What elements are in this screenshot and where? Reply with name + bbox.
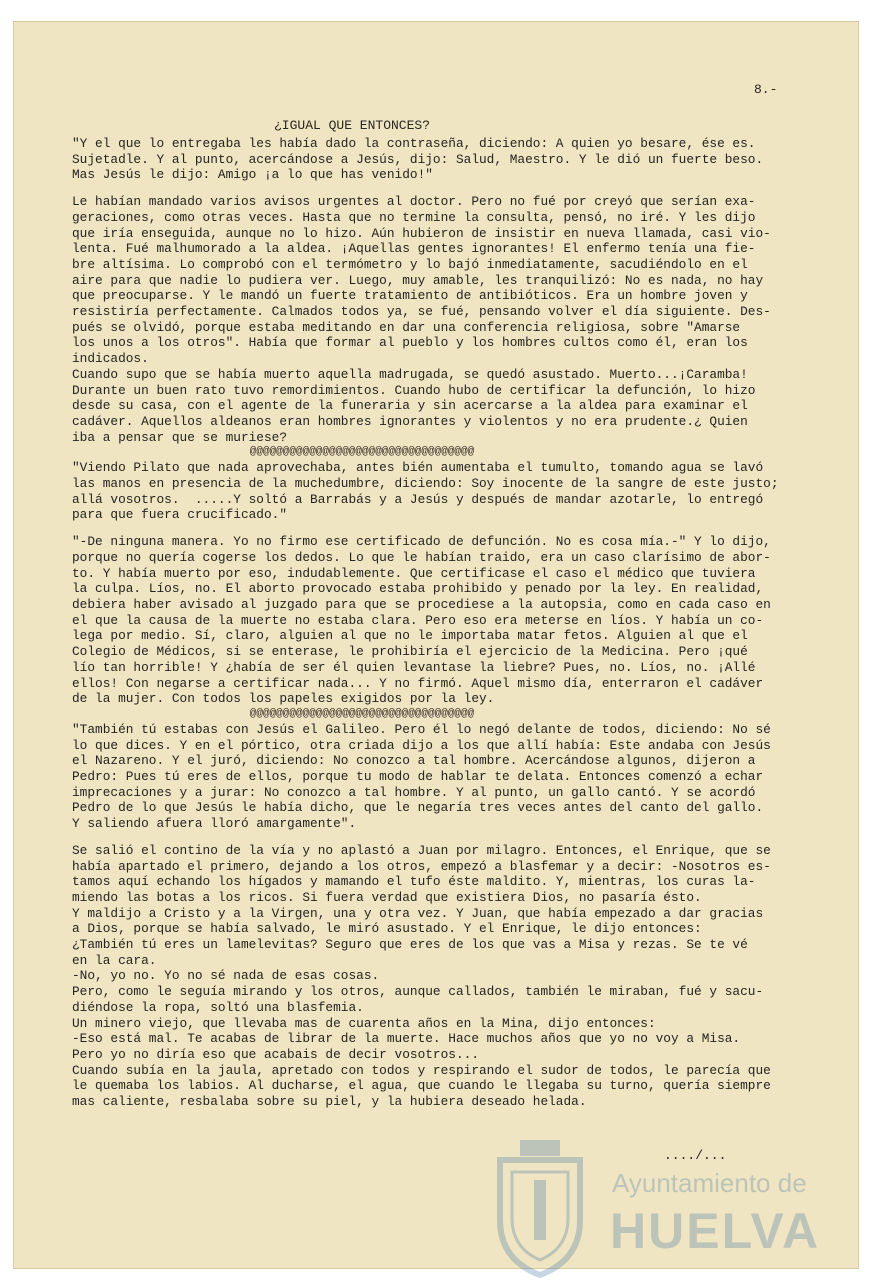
document-body	[72, 136, 792, 1110]
coat-of-arms-icon	[490, 1140, 590, 1280]
continuation-mark: ..../...	[664, 1148, 727, 1163]
document-title: ¿IGUAL QUE ENTONCES?	[273, 118, 431, 133]
quote-pilate: "Viendo Pilato que nada aprovechaba, antes bién aumentaba el tumulto, tomando agua se lavó las manos en presencia de la muchedumbre, diciendo: Soy inocente de la sangre de este justo; allá vosotros. .....Y soltó a Barrabás y a Jesús y después de mandar azotarle, lo entregó para que fuera crucificado."	[72, 460, 779, 523]
watermark-line2: HUELVA	[610, 1203, 821, 1259]
ornament-divider: @@@@@@@@@@@@@@@@@@@@@@@@@@@@@@@@@@	[249, 446, 475, 459]
quote-peter: "También tú estabas con Jesús el Galileo. Pero él lo negó delante de todos, diciendo: No sé lo que dices. Y en el pórtico, otra criada dijo a los que allí había: Este andaba con Jesús el Nazareno. Y el juró, diciendo: No conozco a tal hombre. Acercándose algunos, dijeron a Pedro: Pues tú eres de ellos, porque tu modo de hablar te delata. Entonces comenzó a echar imprecaciones y a jurar: No conozco a tal hombre. Y al punto, un gallo cantó. Y se acordó Pedro de lo que Jesús le había dicho, que le negaría tres veces antes del canto del gallo. Y saliendo afuera lloró amargamente".	[72, 721, 771, 832]
paragraph-death: Cuando supo que se había muerto aquella madrugada, se quedó asustado. Muerto...¡Caramba! Durante un buen rato tuvo remordimientos. Cuando hubo de certificar la defunción, lo hizo desde su casa, con el agente de la funeraria y sin acercarse a la aldea para examinar el cadáver. Aquellos aldeanos eran hombres ignorantes y violentos y no era prudente.¿ Quien iba a pensar que se muriese?	[72, 366, 756, 445]
paragraph-certificate: "-De ninguna manera. Yo no firmo ese certificado de defunción. No es cosa mía.-" Y lo dijo, porque no quería cogerse los dedos. Lo que le habían traido, era un caso clarísimo de abor- to. Y había muerto por eso, indudablemente. Que certificase el caso el médico que tuviera la culpa. Líos, no. El aborto provocado estaba prohibido y penado por la ley. En realidad, debiera haber avisado al juzgado para que se procediese a la autopsia, como en cada caso en el que la causa de la muerte no estaba clara. Pero eso era meterse en líos. Y había un co- lega por medio. Sí, claro, alguien al que no le importaba matar fetos. Alguien al que el Colegio de Médicos, si se enterase, le prohibiría el ejercicio de la Medicina. Pero ¡qué lío tan horrible! Y ¿había de ser él quien levantase la liebre? Pues, no. Líos, no. ¡Allé ellos! Con negarse a certificar nada... Y no firmó. Aquel mismo día, enterraron el cadáver de la mujer. Con todos los papeles exigidos por la ley.	[72, 534, 771, 707]
watermark-line1: Ayuntamiento de	[612, 1168, 807, 1198]
ayuntamiento-watermark	[490, 1140, 820, 1280]
paragraph-doctor: Le habían mandado varios avisos urgentes al doctor. Pero no fué por creyó que serían exa- geraciones, como otras veces. Hasta que no termine la consulta, pensó, no iré. Y les dijo que iría enseguida, aunque no lo hizo. Aún hubieron de insistir en nueva llamada, casi vio- lenta. Fué malhumorado a la aldea. ¡Aquellas gentes ignorantes! El enfermo tenía una fie- bre altísima. Lo comprobó con el termómetro y lo bajó inmediatamente, sacudiéndolo en el aire para que nadie lo pudiera ver. Luego, muy amable, les tranquilizó: No es nada, no hay que preocuparse. Y le mandó un fuerte tratamiento de antibióticos. Era un hombre joven y resistiría perfectamente. Calmados todos ya, se fué, pensando volver el día siguiente. Des- pués se olvidó, porque estaba meditando en dar una conferencia religiosa, sobre "Amarse los unos a los otros". Había que formar al pueblo y los hombres cultos como él, eran los indicados.	[72, 194, 771, 367]
page-number: 8.-	[754, 82, 778, 97]
quote-judas: "Y el que lo entregaba les había dado la contraseña, diciendo: A quien yo besare, ése es. Sujetadle. Y al punto, acercándose a Jesús, dijo: Salud, Maestro. Y le dió un fuerte beso. Mas Jesús le dijo: Amigo ¡a lo que has venido!"	[72, 136, 764, 183]
ornament-divider: @@@@@@@@@@@@@@@@@@@@@@@@@@@@@@@@@@	[249, 707, 475, 720]
paragraph-mine: Se salió el contino de la vía y no aplastó a Juan por milagro. Entonces, el Enrique, que se había apartado el primero, dejando a los otros, empezó a blasfemar y a decir: -Nosotros es- tamos aquí echando los hígados y mamando el tufo éste maldito. Y, mientras, los curas la- miendo las botas a los ricos. Si fuera verdad que existiera Dios, no pasaría ésto. Y maldijo a Cristo y a la Virgen, una y otra vez. Y Juan, que había empezado a dar gracias a Dios, porque se había salvado, le miró asustado. Y el Enrique, le dijo entonces: ¿También tú eres un lamelevitas? Seguro que eres de los que vas a Misa y rezas. Se te vé en la cara. -No, yo no. Yo no sé nada de esas cosas. Pero, como le seguía mirando y los otros, aunque callados, también le miraban, fué y sacu- diéndose la ropa, soltó una blasfemia. Un minero viejo, que llevaba mas de cuarenta años en la Mina, dijo entonces: -Eso está mal. Te acabas de librar de la muerte. Hace muchos años que yo no voy a Misa. Pero yo no diría eso que acabais de decir vosotros... Cuando subía en la jaula, apretado con todos y respirando el sudor de todos, le parecía que le quemaba los labios. Al ducharse, el agua, que cuando le llegaba su turno, quería siempre mas caliente, resbalaba sobre su piel, y la hubiera deseado helada.	[72, 842, 771, 1110]
